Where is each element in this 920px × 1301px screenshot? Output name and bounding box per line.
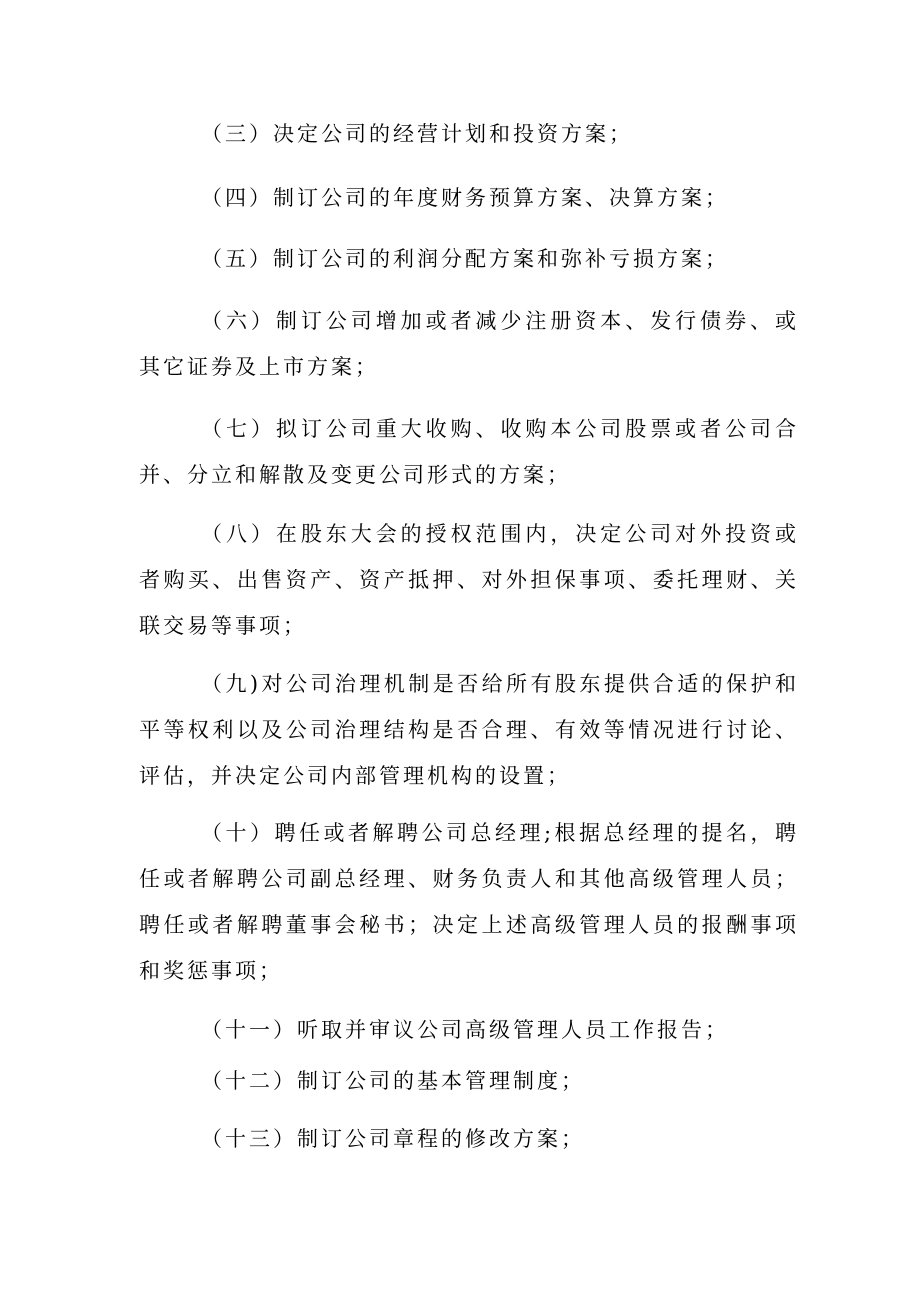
clause-11: （十一）听取并审议公司高级管理人员工作报告；: [201, 1018, 729, 1042]
clause-12: （十二）制订公司的基本管理制度；: [201, 1069, 585, 1093]
clause-7: （七）拟订公司重大收购、收购本公司股票或者公司合并、分立和解散及变更公司形式的方案；: [139, 417, 799, 487]
clause-6: （六）制订公司增加或者减少注册资本、发行债券、或其它证券及上市方案；: [139, 309, 799, 379]
clause-10: （十）聘任或者解聘公司总经理;根据总经理的提名，聘任或者解聘公司副总经理、财务负责人和其他高级管理人员；聘任或者解聘董事会秘书；决定上述高级管理人员的报酬事项和奖惩事项；: [139, 821, 799, 983]
clause-4: （四）制订公司的年度财务预算方案、决算方案；: [201, 186, 729, 210]
clause-3: （三）决定公司的经营计划和投资方案；: [201, 122, 633, 146]
clause-8: （八）在股东大会的授权范围内，决定公司对外投资或者购买、出售资产、资产抵押、对外担保事项、委托理财、关联交易等事项；: [139, 522, 799, 638]
clause-9: （九)对公司治理机制是否给所有股东提供合适的保护和平等权利以及公司治理结构是否合理、有效等情况进行讨论、评估，并决定公司内部管理机构的设置；: [139, 672, 799, 788]
clause-13: （十三）制订公司章程的修改方案；: [201, 1127, 585, 1151]
clause-5: （五）制订公司的利润分配方案和弥补亏损方案；: [201, 247, 729, 271]
